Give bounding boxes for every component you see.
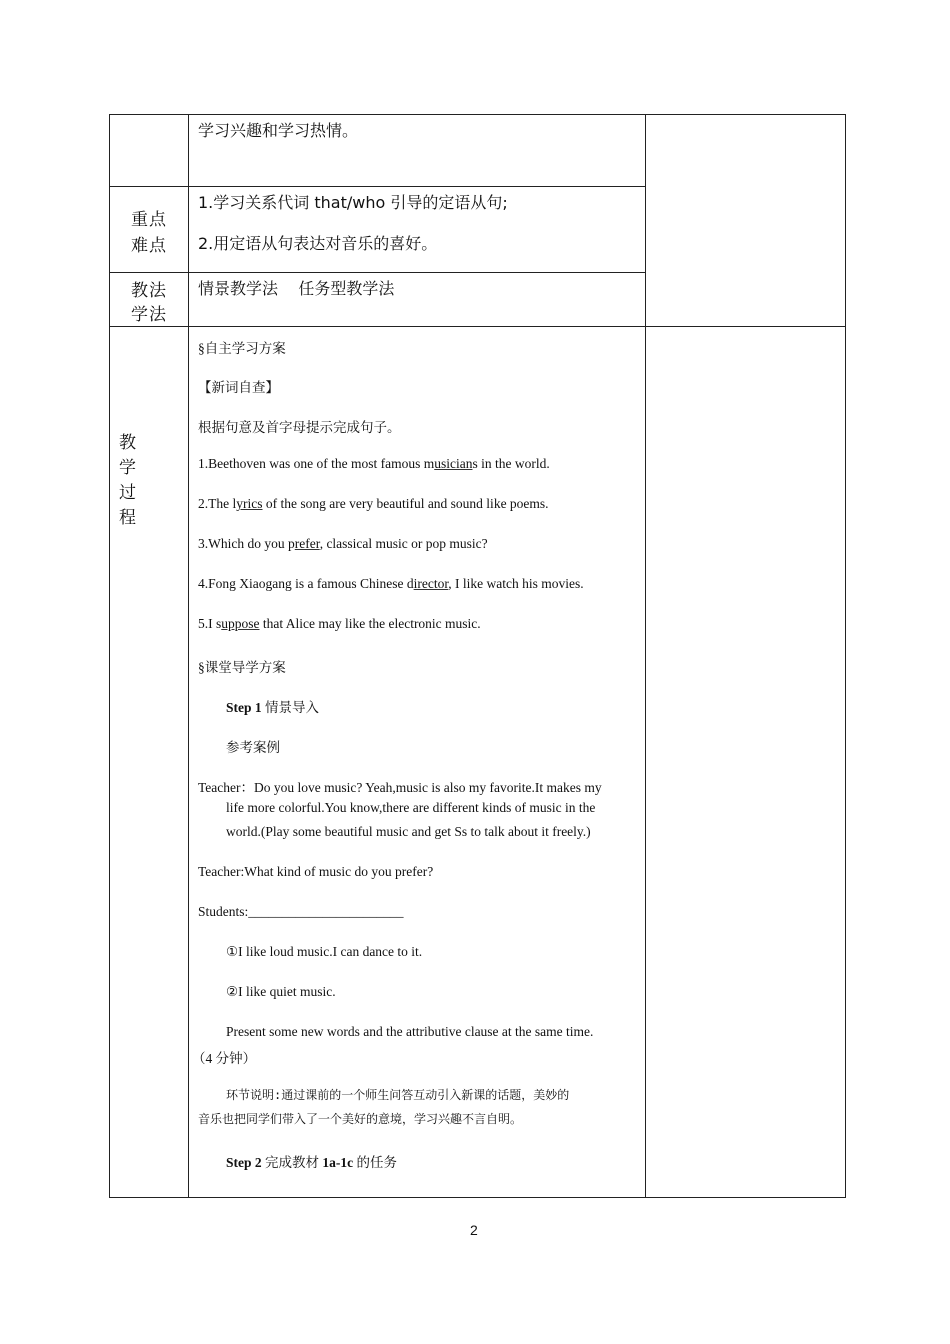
answer-word: irector <box>413 576 449 591</box>
answer-word: usician <box>434 456 473 471</box>
answer-word: refer <box>294 536 320 551</box>
process-label-char: 学 <box>119 458 137 478</box>
step1-heading: Step 1 情景导入 <box>226 700 320 715</box>
interest-text: 学习兴趣和学习热情。 <box>198 121 359 140</box>
present-duration: （4 分钟） <box>192 1051 257 1066</box>
column-divider <box>645 114 646 1198</box>
key-points-label-1: 重点 <box>131 210 167 230</box>
table-border-top <box>109 114 846 115</box>
present-line: Present some new words and the attributive clause at the same time. <box>226 1024 594 1039</box>
exercise-sentence: 5.I suppose that Alice may like the electronic music. <box>198 616 481 631</box>
teacher-line: Teacher：Do you love music? Yeah,music is also my favorite.It makes my <box>198 780 602 795</box>
stage-note: 音乐也把同学们带入了一个美好的意境，学习兴趣不言自明。 <box>198 1112 523 1126</box>
key-points-label-2: 难点 <box>131 236 167 256</box>
row-divider <box>109 186 188 187</box>
exercise-sentence: 3.Which do you prefer, classical music or pop music? <box>198 536 488 551</box>
step2-heading: Step 2 完成教材 1a-1c 的任务 <box>226 1155 398 1170</box>
student-answer: ①I like loud music.I can dance to it. <box>226 944 423 959</box>
table-border-bottom <box>109 1197 846 1198</box>
row-divider <box>188 186 645 187</box>
methods-label-1: 教法 <box>131 281 167 301</box>
students-blank: Students:_______________________ <box>198 904 404 919</box>
teacher-line: world.(Play some beautiful music and get Ss to talk about it freely.) <box>226 824 591 839</box>
page-number: 2 <box>470 1222 478 1238</box>
self-study-heading: §自主学习方案 <box>198 341 286 356</box>
column-divider <box>188 114 189 1198</box>
answer-word: yrics <box>236 496 263 511</box>
process-label-char: 教 <box>119 433 137 453</box>
teacher-line: life more colorful.You know,there are different kinds of music in the <box>226 800 596 815</box>
process-label-char: 过 <box>119 483 137 503</box>
table-border-right <box>845 114 846 1198</box>
exercise-sentence: 4.Fong Xiaogang is a famous Chinese director, I like watch his movies. <box>198 576 584 591</box>
row-divider <box>109 326 846 327</box>
reference-case: 参考案例 <box>226 740 280 755</box>
table-border-left <box>109 114 110 1198</box>
class-heading: §课堂导学方案 <box>198 660 286 675</box>
stage-note: 环节说明:通过课前的一个师生问答互动引入新课的话题，美妙的 <box>226 1088 570 1102</box>
exercise-sentence: 1.Beethoven was one of the most famous musicians in the world. <box>198 456 550 471</box>
row-divider <box>109 272 645 273</box>
teacher-question: Teacher:What kind of music do you prefer? <box>198 864 434 879</box>
process-label-char: 程 <box>119 508 137 528</box>
new-words-heading: 【新词自查】 <box>198 380 279 395</box>
instruction-text: 根据句意及首字母提示完成句子。 <box>198 420 401 435</box>
methods-label-2: 学法 <box>131 305 167 325</box>
exercise-sentence: 2.The lyrics of the song are very beautiful and sound like poems. <box>198 496 549 511</box>
answer-word: uppose <box>221 616 260 631</box>
methods-text: 情景教学法 任务型教学法 <box>198 279 395 298</box>
student-answer: ②I like quiet music. <box>226 984 336 999</box>
key-point-1: 1.学习关系代词 that/who 引导的定语从句; <box>198 193 508 212</box>
key-point-2: 2.用定语从句表达对音乐的喜好。 <box>198 234 438 253</box>
